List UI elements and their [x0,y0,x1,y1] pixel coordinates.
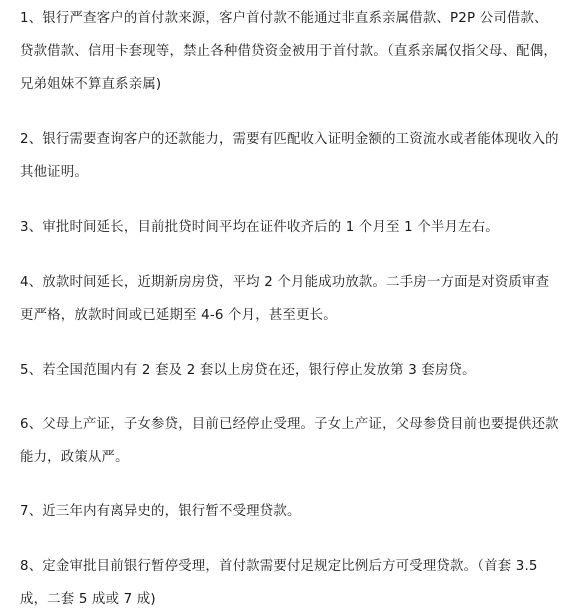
paragraph-3: 3、审批时间延长，目前批贷时间平均在证件收齐后的 1 个月至 1 个半月左右。 [20,220,499,235]
paragraph-8: 8、定金审批目前银行暂停受理，首付款需要付足规定比例后方可受理贷款。（首套 3.5 成，二套 5 成或 7 成) [20,559,538,607]
paragraph-4: 4、放款时间延长，近期新房房贷，平均 2 个月能成功放款。二手房一方面是对资质审查更严格，放款时间或已延期至 4-6 个月，甚至更长。 [20,275,550,323]
paragraph-5: 5、若全国范围内有 2 套及 2 套以上房贷在还，银行停止发放第 3 套房贷。 [20,363,476,378]
paragraph-7: 7、近三年内有离异史的，银行暂不受理贷款。 [20,504,301,519]
paragraph-2: 2、银行需要查询客户的还款能力，需要有匹配收入证明金额的工资流水或者能体现收入的其他证明。 [20,132,559,180]
paragraph-1: 1、银行严查客户的首付款来源，客户首付款不能通过非直系亲属借款、P2P 公司借款、贷款借款、信用卡套现等，禁止各种借贷资金被用于首付款。（直系亲属仅指父母、配偶，兄弟姐妹不算直系亲属) [20,11,557,92]
paragraph-6: 6、父母上产证，子女参贷，目前已经停止受理。子女上产证，父母参贷目前也要提供还款能力，政策从严。 [20,417,559,465]
